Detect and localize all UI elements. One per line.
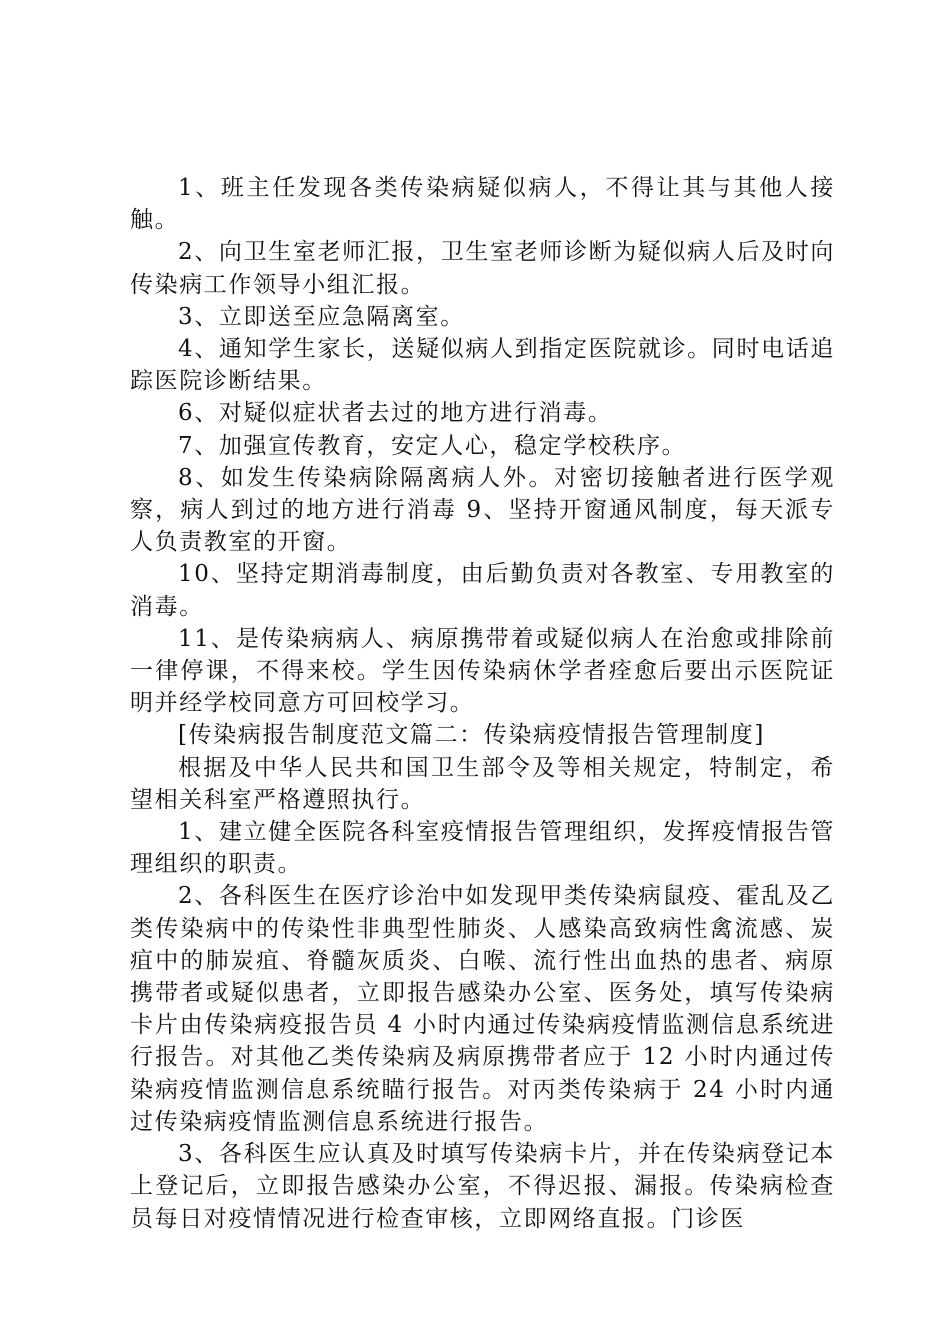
paragraph-8: 10、坚持定期消毒制度，由后勤负责对各教室、专用教室的消毒。 (130, 561, 835, 620)
paragraph-9: 11、是传染病病人、病原携带着或疑似病人在治愈或排除前一律停课，不得来校。学生因传染病休学者痊愈后要出示医院证明并经学校同意方可回校学习。 (130, 625, 835, 717)
paragraph-3: 3、立即送至应急隔离室。 (178, 303, 465, 330)
paragraph-4: 4、通知学生家长，送疑似病人到指定医院就诊。同时电话追踪医院诊断结果。 (130, 336, 835, 395)
section-heading: [传染病报告制度范文篇二：传染病疫情报告管理制度] (178, 722, 765, 749)
paragraph-1: 1、班主任发现各类传染病疑似病人，不得让其与其他人接触。 (130, 175, 835, 234)
paragraph-10: 根据及中华人民共和国卫生部令及等相关规定，特制定，希望相关科室严格遵照执行。 (130, 754, 835, 813)
paragraph-6: 7、加强宣传教育，安定人心，稳定学校秩序。 (178, 432, 687, 459)
paragraph-11: 1、建立健全医院各科室疫情报告管理组织，发挥疫情报告管理组织的职责。 (130, 819, 835, 878)
paragraph-7: 8、如发生传染病除隔离病人外。对密切接触者进行医学观察，病人到过的地方进行消毒 9、坚持开窗通风制度，每天派专人负责教室的开窗。 (130, 464, 835, 556)
paragraph-13: 3、各科医生应认真及时填写传染病卡片，并在传染病登记本上登记后，立即报告感染办公室，不得迟报、漏报。传染病检查员每日对疫情情况进行检查审核，立即网络直报。门诊医 (130, 1141, 835, 1232)
document-body (130, 172, 835, 1235)
paragraph-5: 6、对疑似症状者去过的地方进行消毒。 (178, 400, 613, 427)
paragraph-2: 2、向卫生室老师汇报，卫生室老师诊断为疑似病人后及时向传染病工作领导小组汇报。 (130, 239, 835, 298)
paragraph-12: 2、各科医生在医疗诊治中如发现甲类传染病鼠疫、霍乱及乙类传染病中的传染性非典型性肺炎、人感染高致病性禽流感、炭疽中的肺炭疽、脊髓灰质炎、白喉、流行性出血热的患者、病原携带者或疑似患者，立即报告感染办公室、医务处，填写传染病卡片由传染病疫报告员 4 小时内通过传染病疫情监测信息系统进行报告。对其他乙类传染病及病原携带者应于 12 小时内通过传染病疫情监测信息系统瞄行报告。对丙类传染病于 24 小时内通过传染病疫情监测信息系统进行报告。 (130, 883, 835, 1135)
